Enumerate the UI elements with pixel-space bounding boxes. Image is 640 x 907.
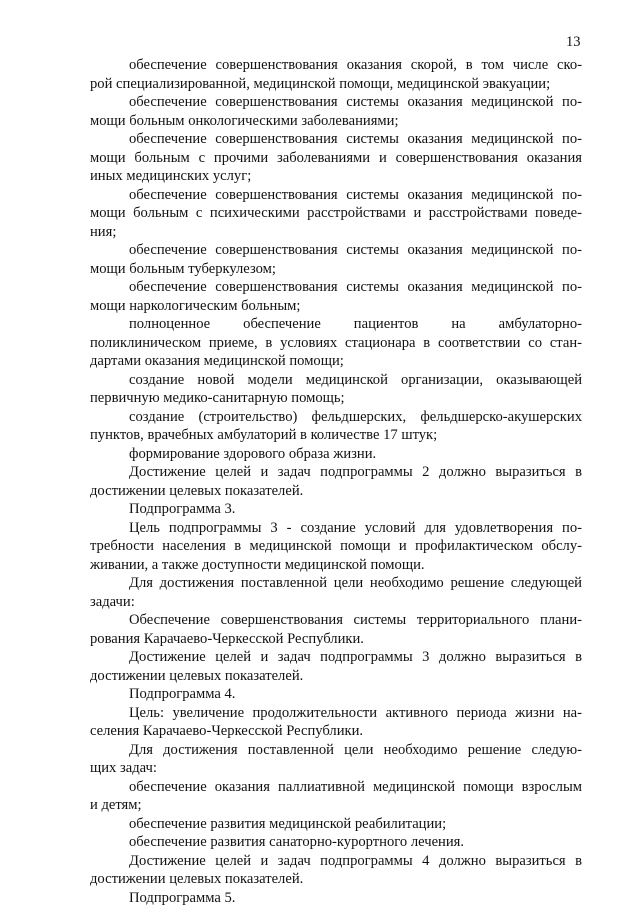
text-line: обеспечение совершенствования системы оказания медицинской по- bbox=[90, 278, 582, 297]
text-line: Достижение целей и задач подпрограммы 3 должно выразиться в bbox=[90, 648, 582, 667]
text-line: иных медицинских услуг; bbox=[90, 167, 582, 186]
document-body bbox=[90, 56, 582, 907]
text-line: обеспечение развития санаторно-курортного лечения. bbox=[90, 833, 582, 852]
text-line: рой специализированной, медицинской помощи, медицинской эвакуации; bbox=[90, 75, 582, 94]
text-line: мощи наркологическим больным; bbox=[90, 297, 582, 316]
text-line: Для достижения поставленной цели необходимо решение следующей bbox=[90, 574, 582, 593]
text-line: мощи больным с психическими расстройствами и расстройствами поведе- bbox=[90, 204, 582, 223]
text-line: Достижение целей и задач подпрограммы 2 должно выразиться в bbox=[90, 463, 582, 482]
text-line: достижении целевых показателей. bbox=[90, 667, 582, 686]
text-line: Подпрограмма 5. bbox=[90, 889, 582, 907]
text-line: Обеспечение совершенствования системы территориального плани- bbox=[90, 611, 582, 630]
text-line: Цель: увеличение продолжительности активного периода жизни на- bbox=[90, 704, 582, 723]
text-line: пунктов, врачебных амбулаторий в количестве 17 штук; bbox=[90, 426, 582, 445]
text-line: Достижение целей и задач подпрограммы 4 должно выразиться в bbox=[90, 852, 582, 871]
text-line: создание новой модели медицинской организации, оказывающей bbox=[90, 371, 582, 390]
text-line: первичную медико-санитарную помощь; bbox=[90, 389, 582, 408]
text-line: дартами оказания медицинской помощи; bbox=[90, 352, 582, 371]
text-line: щих задач: bbox=[90, 759, 582, 778]
text-line: живании, а также доступности медицинской помощи. bbox=[90, 556, 582, 575]
text-line: мощи больным туберкулезом; bbox=[90, 260, 582, 279]
text-line: Подпрограмма 4. bbox=[90, 685, 582, 704]
text-line: достижении целевых показателей. bbox=[90, 482, 582, 501]
text-line: полноценное обеспечение пациентов на амбулаторно- bbox=[90, 315, 582, 334]
text-line: поликлиническом приеме, в условиях стационара в соответствии со стан- bbox=[90, 334, 582, 353]
text-line: Для достижения поставленной цели необходимо решение следую- bbox=[90, 741, 582, 760]
text-line: обеспечение оказания паллиативной медицинской помощи взрослым bbox=[90, 778, 582, 797]
text-line: обеспечение совершенствования системы оказания медицинской по- bbox=[90, 241, 582, 260]
text-line: достижении целевых показателей. bbox=[90, 870, 582, 889]
text-line: мощи больным с прочими заболеваниями и совершенствования оказания bbox=[90, 149, 582, 168]
text-line: и детям; bbox=[90, 796, 582, 815]
text-line: создание (строительство) фельдшерских, фельдшерско-акушерских bbox=[90, 408, 582, 427]
text-line: рования Карачаево-Черкесской Республики. bbox=[90, 630, 582, 649]
text-line: ния; bbox=[90, 223, 582, 242]
text-line: обеспечение совершенствования оказания скорой, в том числе ско- bbox=[90, 56, 582, 75]
text-line: задачи: bbox=[90, 593, 582, 612]
text-line: Подпрограмма 3. bbox=[90, 500, 582, 519]
text-line: требности населения в медицинской помощи и профилактическом обслу- bbox=[90, 537, 582, 556]
page-number: 13 bbox=[566, 34, 581, 51]
text-line: Цель подпрограммы 3 - создание условий для удовлетворения по- bbox=[90, 519, 582, 538]
text-line: обеспечение совершенствования системы оказания медицинской по- bbox=[90, 93, 582, 112]
text-line: мощи больным онкологическими заболеваниями; bbox=[90, 112, 582, 131]
text-line: обеспечение развития медицинской реабилитации; bbox=[90, 815, 582, 834]
text-line: обеспечение совершенствования системы оказания медицинской по- bbox=[90, 186, 582, 205]
text-line: обеспечение совершенствования системы оказания медицинской по- bbox=[90, 130, 582, 149]
text-line: формирование здорового образа жизни. bbox=[90, 445, 582, 464]
text-line: селения Карачаево-Черкесской Республики. bbox=[90, 722, 582, 741]
